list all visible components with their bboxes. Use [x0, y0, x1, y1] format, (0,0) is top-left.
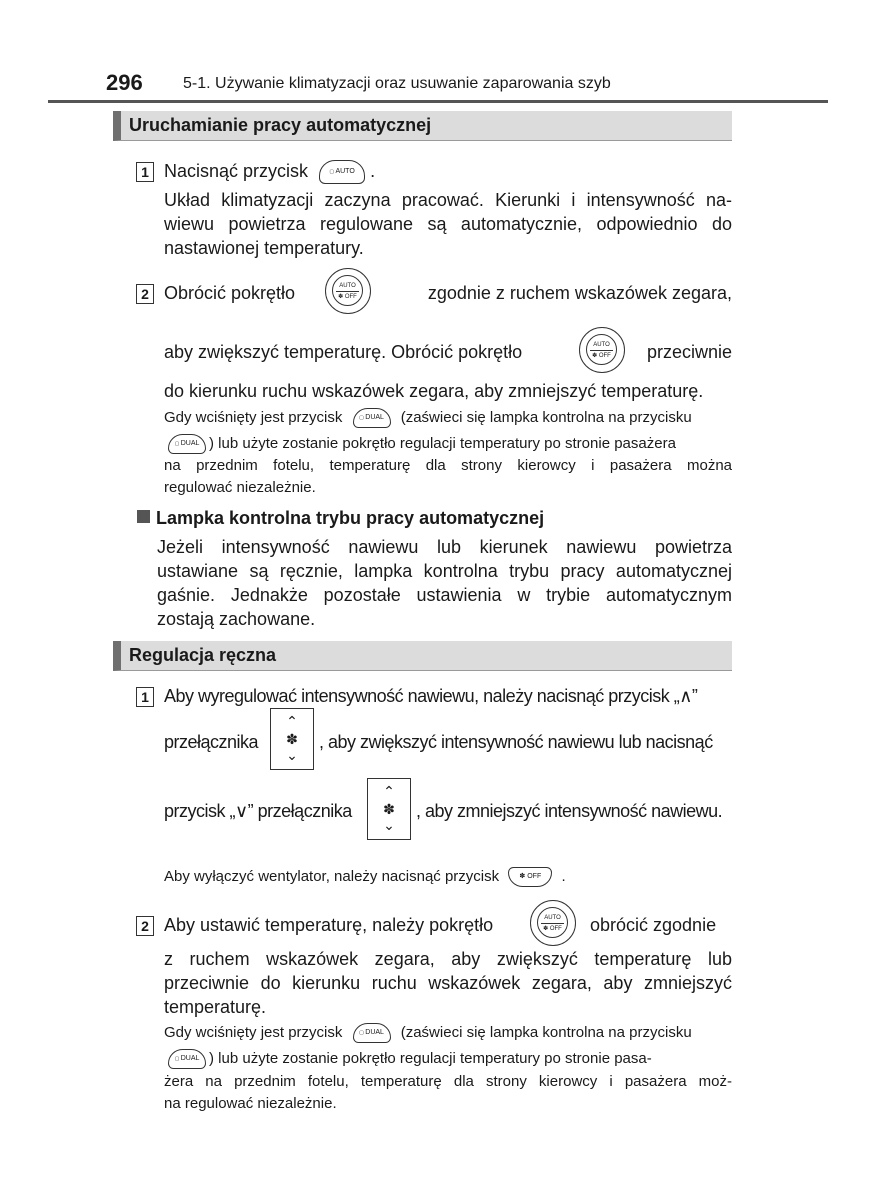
step-label: Nacisnąć przycisk: [164, 161, 309, 181]
note-part: ) lub użyte zostanie pokrętło regulacji temperatury po stronie pasa-: [209, 1050, 652, 1067]
dual-button-icon: ▢ DUAL: [168, 1049, 206, 1069]
auto-label: AUTO: [593, 342, 610, 348]
auto-label: AUTO: [335, 168, 355, 176]
note-text: na regulować niezależnie.: [164, 1095, 337, 1112]
temp-knob-icon: [579, 327, 625, 373]
fan-icon: ✽: [286, 731, 298, 747]
subsection-line: ustawiane są ręcznie, lampka kontrolna trybu pracy automatycznej: [157, 561, 732, 581]
step-text: przeciwnie do kierunku ruchu wskazówek zegara, aby zmniejszyć: [164, 973, 732, 993]
fan-icon: ✽: [338, 294, 344, 300]
up-arrow-icon: ⌃: [383, 783, 395, 799]
step-text: z ruchem wskazówek zegara, aby zwiększyć temperaturę lub: [164, 949, 732, 969]
note-part: (zaświeci się lampka kontrolna na przycisku: [400, 409, 692, 426]
note-part: Aby wyłączyć wentylator, należy nacisnąć przycisk: [164, 868, 500, 885]
section-heading-auto: [113, 111, 732, 141]
step-text: przeciwnie: [646, 342, 732, 362]
step-text: Obrócić pokrętło: [164, 283, 296, 303]
step-desc-line: nastawionej temperatury.: [164, 238, 364, 258]
step-text: zgodnie z ruchem wskazówek zegara,: [427, 283, 732, 303]
step-text: [164, 159, 375, 184]
down-arrow-icon: ⌄: [286, 747, 298, 763]
fan-icon: ✽: [519, 873, 526, 881]
note-text: regulować niezależnie.: [164, 479, 316, 496]
fan-icon: ✽: [592, 353, 598, 359]
header-divider: [48, 100, 828, 103]
step-text: Aby wyregulować intensywność nawiewu, należy nacisnąć przycisk „∧”: [164, 686, 698, 706]
page-number: 296: [106, 70, 143, 95]
section-heading-manual: [113, 641, 732, 671]
subsection-heading: [137, 506, 544, 530]
step-number: 2: [136, 284, 154, 304]
dual-button-icon: ▢ DUAL: [168, 434, 206, 454]
temp-knob-icon: [530, 900, 576, 946]
subsection-title: Lampka kontrolna trybu pracy automatycznej: [156, 508, 545, 528]
fan-icon: ✽: [383, 801, 395, 817]
note-part: ) lub użyte zostanie pokrętło regulacji temperatury po stronie pasażera: [209, 435, 676, 452]
note-part: Gdy wciśnięty jest przycisk: [164, 409, 343, 426]
step-text: obrócić zgodnie: [590, 915, 717, 935]
step-text: przełącznika: [164, 732, 259, 752]
note-text: [164, 1022, 692, 1044]
off-label: OFF: [549, 926, 562, 932]
fan-off-button-icon: [508, 867, 552, 887]
step-text: do kierunku ruchu wskazówek zegara, aby zmniejszyć temperaturę.: [164, 381, 704, 401]
step-period: .: [370, 161, 376, 181]
step-text: aby zwiększyć temperaturę. Obrócić pokrętło: [164, 342, 523, 362]
square-bullet-icon: [137, 510, 150, 523]
step-desc-line: wiewu powietrza regulowane są automatycznie, odpowiednio do: [164, 214, 732, 234]
note-text: [168, 433, 676, 455]
step-number: 1: [136, 687, 154, 707]
note-text: [164, 407, 692, 429]
step-text: Aby ustawić temperaturę, należy pokrętło: [164, 915, 494, 935]
note-part: (zaświeci się lampka kontrolna na przycisku: [400, 1024, 692, 1041]
off-label: OFF: [598, 353, 611, 359]
chapter-title: 5-1. Używanie klimatyzacji oraz usuwanie zaparowania szyb: [183, 75, 611, 92]
note-text: na przednim fotelu, temperaturę dla strony kierowcy i pasażera można: [164, 457, 732, 474]
note-text: [164, 866, 566, 888]
fan-speed-switch-icon: [367, 778, 411, 840]
off-label: OFF: [344, 294, 357, 300]
down-arrow-icon: ⌄: [383, 817, 395, 833]
note-text: [168, 1048, 652, 1070]
note-part: Gdy wciśnięty jest przycisk: [164, 1024, 343, 1041]
dual-label: DUAL: [365, 1029, 384, 1037]
page-header: [0, 70, 880, 104]
note-text: żera na przednim fotelu, temperaturę dla strony kierowcy i pasażera moż-: [164, 1073, 732, 1090]
auto-label: AUTO: [339, 283, 356, 289]
dual-button-icon: ▢ DUAL: [353, 408, 391, 428]
step-text: , aby zwiększyć intensywność nawiewu lub nacisnąć: [319, 732, 713, 752]
step-number: 2: [136, 916, 154, 936]
up-arrow-icon: ⌃: [286, 713, 298, 729]
temp-knob-icon: [325, 268, 371, 314]
step-number: 1: [136, 162, 154, 182]
note-part: .: [561, 868, 566, 885]
section-title: Uruchamianie pracy automatycznej: [129, 115, 432, 135]
subsection-line: zostają zachowane.: [157, 609, 316, 629]
off-label: OFF: [527, 873, 542, 881]
auto-button-icon: ▢ AUTO: [319, 160, 365, 184]
step-text: przycisk „∨” przełącznika: [164, 801, 352, 821]
subsection-line: Jeżeli intensywność nawiewu lub kierunek nawiewu powietrza: [157, 537, 732, 557]
dual-button-icon: ▢ DUAL: [353, 1023, 391, 1043]
subsection-line: gaśnie. Jednakże pozostałe ustawienia w trybie automatycznym: [157, 585, 732, 605]
step-desc-line: Układ klimatyzacji zaczyna pracować. Kierunki i intensywność na-: [164, 190, 732, 210]
dual-label: DUAL: [180, 1055, 200, 1063]
dual-label: DUAL: [180, 440, 200, 448]
auto-label: AUTO: [544, 915, 561, 921]
step-text: temperaturę.: [164, 997, 267, 1017]
section-title: Regulacja ręczna: [129, 645, 277, 665]
step-text: , aby zmniejszyć intensywność nawiewu.: [416, 801, 723, 821]
dual-label: DUAL: [365, 414, 384, 422]
fan-speed-switch-icon: [270, 708, 314, 770]
fan-icon: ✽: [543, 926, 549, 932]
